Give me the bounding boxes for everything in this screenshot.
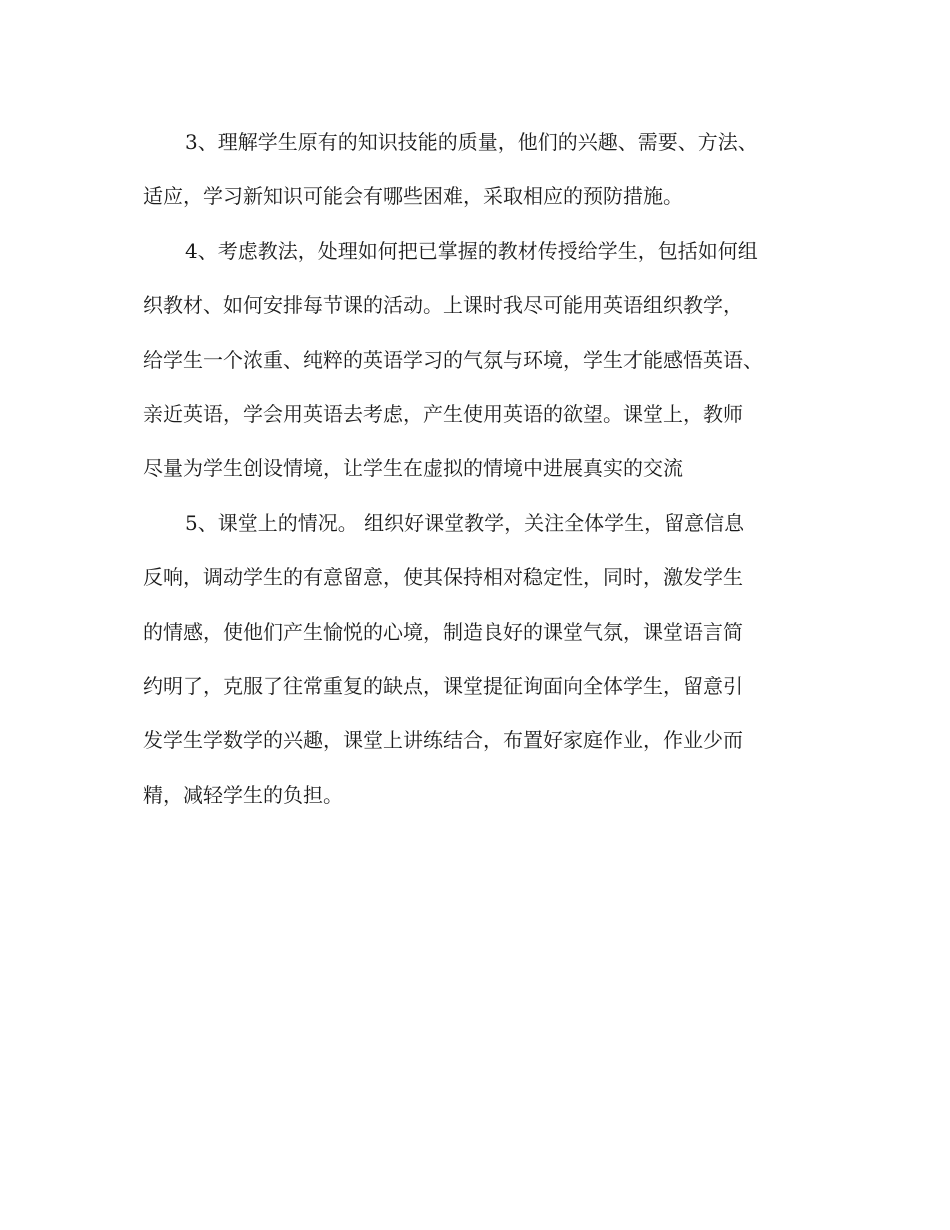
paragraph-5-line-3: 的情感，使他们产生愉悦的心境，制造良好的课堂气氛，课堂语言简 bbox=[143, 619, 743, 644]
paragraph-4-line-4: 亲近英语，学会用英语去考虑，产生使用英语的欲望。课堂上，教师 bbox=[143, 401, 743, 426]
paragraph-5-line-4: 约明了，克服了往常重复的缺点，课堂提征询面向全体学生，留意引 bbox=[143, 673, 743, 698]
paragraph-3-line-1: 3、理解学生原有的知识技能的质量，他们的兴趣、需要、方法、 bbox=[185, 130, 758, 154]
paragraph-4-line-5: 尽量为学生创设情境，让学生在虚拟的情境中进展真实的交流 bbox=[143, 456, 683, 481]
paragraph-5-line-2: 反响，调动学生的有意留意，使其保持相对稳定性，同时，激发学生 bbox=[143, 565, 743, 590]
paragraph-4-line-3: 给学生一个浓重、纯粹的英语学习的气氛与环境，学生才能感悟英语、 bbox=[143, 347, 763, 372]
body-text bbox=[143, 120, 823, 827]
paragraph-4-line-2: 织教材、如何安排每节课的活动。上课时我尽可能用英语组织教学， bbox=[143, 293, 743, 318]
paragraph-5-line-1: 5、课堂上的情况。 组织好课堂教学，关注全体学生，留意信息 bbox=[185, 510, 745, 535]
paragraph-5-line-6: 精，减轻学生的负担。 bbox=[143, 782, 343, 807]
paragraph-4-line-1: 4、考虑教法，处理如何把已掌握的教材传授给学生，包括如何组 bbox=[185, 238, 758, 263]
paragraph-5-line-5: 发学生学数学的兴趣，课堂上讲练结合，布置好家庭作业，作业少而 bbox=[143, 728, 743, 753]
paragraph-3-line-2: 适应，学习新知识可能会有哪些困难，采取相应的预防措施。 bbox=[143, 184, 683, 209]
